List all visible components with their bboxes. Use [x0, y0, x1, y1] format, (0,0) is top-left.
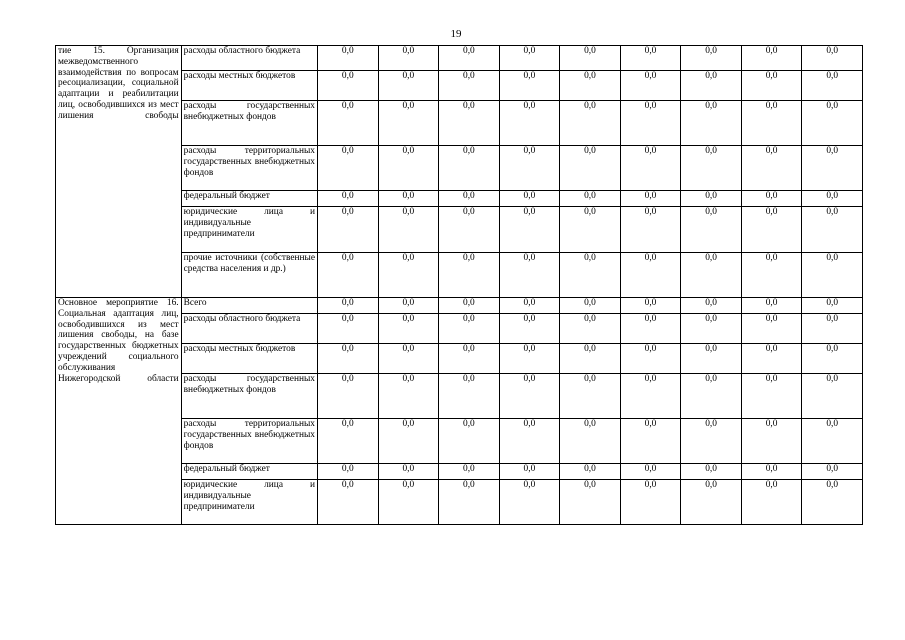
value-cell: 0,0 — [378, 71, 439, 101]
value-cell: 0,0 — [560, 71, 621, 101]
value-cell: 0,0 — [560, 374, 621, 419]
value-cell: 0,0 — [439, 374, 500, 419]
value-cell: 0,0 — [620, 480, 681, 525]
value-cell: 0,0 — [620, 374, 681, 419]
value-cell: 0,0 — [378, 101, 439, 146]
funding-source: Всего — [181, 298, 317, 314]
value-cell: 0,0 — [439, 191, 500, 207]
value-cell: 0,0 — [318, 71, 379, 101]
value-cell: 0,0 — [378, 191, 439, 207]
funding-source: юридические лица и индивидуальные предприниматели — [181, 207, 317, 253]
value-cell: 0,0 — [378, 480, 439, 525]
funding-source: федеральный бюджет — [181, 464, 317, 480]
value-cell: 0,0 — [620, 46, 681, 71]
value-cell: 0,0 — [439, 146, 500, 191]
table-row — [56, 46, 863, 71]
value-cell: 0,0 — [560, 419, 621, 464]
value-cell: 0,0 — [439, 314, 500, 344]
value-cell: 0,0 — [439, 298, 500, 314]
value-cell: 0,0 — [499, 191, 560, 207]
value-cell: 0,0 — [802, 464, 863, 480]
value-cell: 0,0 — [741, 344, 802, 374]
value-cell: 0,0 — [439, 480, 500, 525]
value-cell: 0,0 — [378, 298, 439, 314]
value-cell: 0,0 — [741, 71, 802, 101]
value-cell: 0,0 — [560, 480, 621, 525]
value-cell: 0,0 — [560, 464, 621, 480]
value-cell: 0,0 — [499, 480, 560, 525]
value-cell: 0,0 — [439, 46, 500, 71]
value-cell: 0,0 — [439, 101, 500, 146]
value-cell: 0,0 — [318, 146, 379, 191]
funding-source: расходы областного бюджета — [181, 314, 317, 344]
action-description: тие 15. Организация межведомственного взаимодействия по вопросам ресоциализации, социальной адаптации и реабилитации лиц, освободившихся из мест лишения свободы — [56, 46, 182, 298]
value-cell: 0,0 — [681, 101, 742, 146]
value-cell: 0,0 — [378, 464, 439, 480]
value-cell: 0,0 — [499, 374, 560, 419]
value-cell: 0,0 — [802, 419, 863, 464]
value-cell: 0,0 — [439, 71, 500, 101]
value-cell: 0,0 — [439, 344, 500, 374]
value-cell: 0,0 — [620, 344, 681, 374]
value-cell: 0,0 — [560, 207, 621, 253]
value-cell: 0,0 — [499, 46, 560, 71]
value-cell: 0,0 — [318, 207, 379, 253]
funding-source: расходы местных бюджетов — [181, 344, 317, 374]
value-cell: 0,0 — [802, 71, 863, 101]
value-cell: 0,0 — [499, 146, 560, 191]
value-cell: 0,0 — [741, 298, 802, 314]
value-cell: 0,0 — [802, 344, 863, 374]
value-cell: 0,0 — [560, 191, 621, 207]
value-cell: 0,0 — [620, 253, 681, 298]
value-cell: 0,0 — [499, 298, 560, 314]
value-cell: 0,0 — [802, 207, 863, 253]
value-cell: 0,0 — [802, 146, 863, 191]
value-cell: 0,0 — [318, 298, 379, 314]
value-cell: 0,0 — [681, 314, 742, 344]
funding-source: расходы государственных внебюджетных фондов — [181, 374, 317, 419]
value-cell: 0,0 — [620, 191, 681, 207]
value-cell: 0,0 — [741, 374, 802, 419]
value-cell: 0,0 — [741, 207, 802, 253]
value-cell: 0,0 — [378, 207, 439, 253]
value-cell: 0,0 — [741, 419, 802, 464]
value-cell: 0,0 — [378, 374, 439, 419]
value-cell: 0,0 — [802, 253, 863, 298]
funding-source: расходы территориальных государственных внебюджетных фондов — [181, 146, 317, 191]
value-cell: 0,0 — [681, 344, 742, 374]
value-cell: 0,0 — [681, 146, 742, 191]
value-cell: 0,0 — [681, 207, 742, 253]
value-cell: 0,0 — [681, 464, 742, 480]
value-cell: 0,0 — [499, 207, 560, 253]
value-cell: 0,0 — [318, 419, 379, 464]
value-cell: 0,0 — [620, 146, 681, 191]
value-cell: 0,0 — [378, 146, 439, 191]
value-cell: 0,0 — [620, 298, 681, 314]
value-cell: 0,0 — [681, 419, 742, 464]
value-cell: 0,0 — [741, 480, 802, 525]
value-cell: 0,0 — [499, 344, 560, 374]
value-cell: 0,0 — [741, 101, 802, 146]
value-cell: 0,0 — [560, 253, 621, 298]
funding-source: прочие источники (собственные средства населения и др.) — [181, 253, 317, 298]
value-cell: 0,0 — [499, 464, 560, 480]
value-cell: 0,0 — [378, 46, 439, 71]
value-cell: 0,0 — [560, 46, 621, 71]
value-cell: 0,0 — [499, 71, 560, 101]
funding-source: расходы местных бюджетов — [181, 71, 317, 101]
budget-table — [55, 45, 863, 525]
value-cell: 0,0 — [802, 46, 863, 71]
funding-source: расходы государственных внебюджетных фондов — [181, 101, 317, 146]
value-cell: 0,0 — [741, 314, 802, 344]
funding-source: федеральный бюджет — [181, 191, 317, 207]
value-cell: 0,0 — [681, 480, 742, 525]
value-cell: 0,0 — [681, 298, 742, 314]
value-cell: 0,0 — [378, 314, 439, 344]
value-cell: 0,0 — [560, 298, 621, 314]
value-cell: 0,0 — [499, 314, 560, 344]
value-cell: 0,0 — [802, 191, 863, 207]
value-cell: 0,0 — [378, 253, 439, 298]
value-cell: 0,0 — [560, 101, 621, 146]
value-cell: 0,0 — [499, 253, 560, 298]
value-cell: 0,0 — [802, 374, 863, 419]
value-cell: 0,0 — [318, 46, 379, 71]
value-cell: 0,0 — [318, 101, 379, 146]
value-cell: 0,0 — [439, 464, 500, 480]
value-cell: 0,0 — [802, 298, 863, 314]
value-cell: 0,0 — [620, 207, 681, 253]
table-row — [56, 298, 863, 314]
funding-source: расходы областного бюджета — [181, 46, 317, 71]
value-cell: 0,0 — [318, 464, 379, 480]
value-cell: 0,0 — [439, 207, 500, 253]
value-cell: 0,0 — [318, 253, 379, 298]
value-cell: 0,0 — [802, 480, 863, 525]
value-cell: 0,0 — [560, 344, 621, 374]
value-cell: 0,0 — [499, 419, 560, 464]
value-cell: 0,0 — [318, 344, 379, 374]
value-cell: 0,0 — [741, 464, 802, 480]
value-cell: 0,0 — [620, 314, 681, 344]
value-cell: 0,0 — [741, 46, 802, 71]
value-cell: 0,0 — [378, 419, 439, 464]
value-cell: 0,0 — [318, 314, 379, 344]
value-cell: 0,0 — [741, 146, 802, 191]
value-cell: 0,0 — [681, 46, 742, 71]
value-cell: 0,0 — [620, 71, 681, 101]
value-cell: 0,0 — [741, 253, 802, 298]
value-cell: 0,0 — [378, 344, 439, 374]
value-cell: 0,0 — [620, 464, 681, 480]
value-cell: 0,0 — [499, 101, 560, 146]
value-cell: 0,0 — [439, 419, 500, 464]
value-cell: 0,0 — [802, 101, 863, 146]
value-cell: 0,0 — [681, 71, 742, 101]
value-cell: 0,0 — [681, 253, 742, 298]
value-cell: 0,0 — [318, 374, 379, 419]
value-cell: 0,0 — [741, 191, 802, 207]
page-number: 19 — [450, 28, 462, 40]
value-cell: 0,0 — [560, 146, 621, 191]
value-cell: 0,0 — [620, 419, 681, 464]
action-description: Основное мероприятие 16. Социальная адаптация лиц, освободившихся из мест лишения свободы, на базе государственных бюджетных учреждений социального обслуживания Нижегородской области — [56, 298, 182, 525]
value-cell: 0,0 — [681, 374, 742, 419]
value-cell: 0,0 — [439, 253, 500, 298]
value-cell: 0,0 — [802, 314, 863, 344]
funding-source: расходы территориальных государственных внебюджетных фондов — [181, 419, 317, 464]
value-cell: 0,0 — [318, 480, 379, 525]
value-cell: 0,0 — [681, 191, 742, 207]
table-body — [56, 46, 863, 525]
value-cell: 0,0 — [318, 191, 379, 207]
value-cell: 0,0 — [560, 314, 621, 344]
funding-source: юридические лица и индивидуальные предприниматели — [181, 480, 317, 525]
value-cell: 0,0 — [620, 101, 681, 146]
